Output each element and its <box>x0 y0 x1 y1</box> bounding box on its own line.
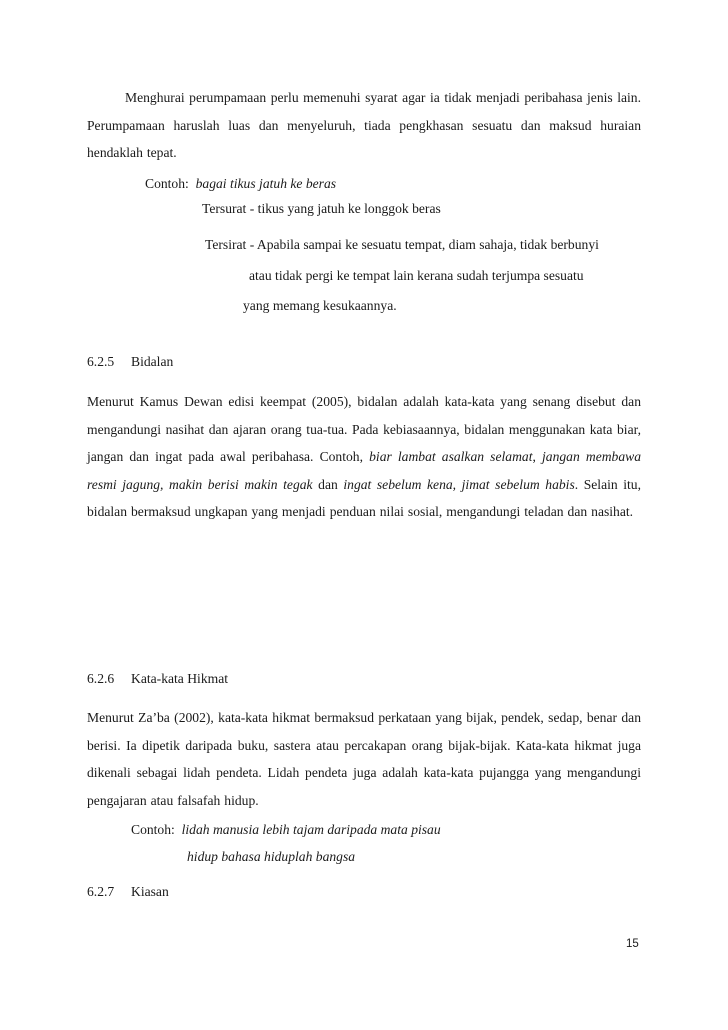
example-1-phrase: bagai tikus jatuh ke beras <box>195 176 337 191</box>
example-2-phrase-2: hidup bahasa hiduplah bangsa <box>187 849 356 864</box>
example-2-label: Contoh: <box>131 822 175 837</box>
example-1-tersirat-line-3: yang memang kesukaannya. <box>243 298 397 313</box>
example-2-phrase-1: lidah manusia lebih tajam daripada mata pisau <box>181 822 441 837</box>
bidalan-text-1: Menurut Kamus Dewan edisi keempat (2005), bidalan adalah kata-kata yang senang disebut dan mengandungi nasihat dan ajaran orang tua-tua. Pada kebiasaannya, bidalan menggunakan kata biar, jangan dan ingat pada awal peribahasa. Contoh, <box>87 394 641 464</box>
section-number: 6.2.5 <box>87 354 115 369</box>
section-heading-kiasan <box>87 884 169 900</box>
example-1-line <box>145 176 336 192</box>
section-number: 6.2.6 <box>87 671 115 686</box>
bidalan-sep-2: dan <box>318 476 338 492</box>
example-2-line-1 <box>131 822 441 838</box>
bidalan-example-3: ingat sebelum kena, jimat sebelum habis <box>343 476 575 492</box>
bidalan-text-2: . Selain itu, bidalan bermaksud ungkapan yang menjadi penduan nilai sosial, mengandungi teladan dan nasihat. <box>87 476 642 519</box>
section-heading-bidalan <box>87 354 173 370</box>
bidalan-example-2: jangan membawa resmi jagung, makin berisi makin tegak <box>87 449 642 492</box>
example-2-line-2 <box>187 849 355 865</box>
section-heading-kata-kata-hikmat <box>87 671 228 687</box>
bidalan-sep-1: , <box>532 449 536 464</box>
paragraph-bidalan <box>87 388 641 526</box>
section-title: Kiasan <box>131 884 169 899</box>
section-title: Bidalan <box>131 354 174 369</box>
section-number: 6.2.7 <box>87 884 115 899</box>
example-1-tersirat-line-1: Tersirat - Apabila sampai ke sesuatu tempat, diam sahaja, tidak berbunyi <box>205 237 599 252</box>
section-title: Kata-kata Hikmat <box>131 671 229 686</box>
paragraph-perumpamaan <box>87 84 641 167</box>
paragraph-kata-kata-hikmat: Menurut Za’ba (2002), kata-kata hikmat bermaksud perkataan yang bijak, pendek, sedap, benar dan berisi. Ia dipetik daripada buku, sastera atau percakapan orang bijak-bijak. Kata-kata hikmat juga dikenali sebagai lidah pendeta. Lidah pendeta juga adalah kata-kata pujangga yang mengandungi pengajaran atau falsafah hidup. <box>87 710 641 808</box>
page-number: 15 <box>626 938 639 950</box>
bidalan-example-1: biar lambat asalkan selamat <box>369 449 533 464</box>
example-1-tersurat: Tersurat - tikus yang jatuh ke longgok beras <box>202 201 441 216</box>
example-1-label: Contoh: <box>145 176 189 191</box>
paragraph-perumpamaan-text: Menghurai perumpamaan perlu memenuhi syarat agar ia tidak menjadi peribahasa jenis lain. Perumpamaan haruslah luas dan menyeluruh, tiada pengkhasan sesuatu dan maksud huraian hendaklah tepat. <box>87 90 641 160</box>
example-1-tersirat-line-2: atau tidak pergi ke tempat lain kerana sudah terjumpa sesuatu <box>249 268 584 283</box>
